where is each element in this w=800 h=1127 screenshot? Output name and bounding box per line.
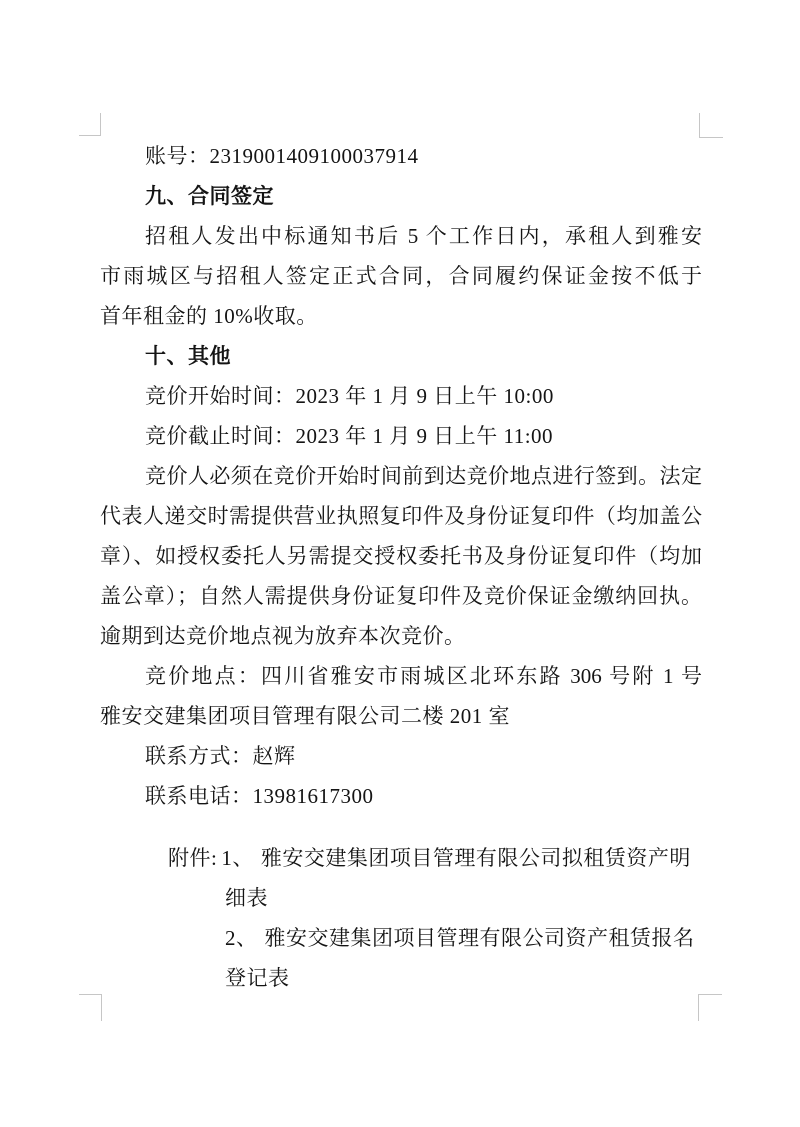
bid-end-time-line: 竞价截止时间：2023 年 1 月 9 日上午 11:00 xyxy=(145,424,554,448)
attachments-block xyxy=(100,838,702,998)
section-9-heading: 九、合同签定 xyxy=(145,184,274,208)
signin-paragraph-line-4: 盖公章）；自然人需提供身份证复印件及竞价保证金缴纳回执。 xyxy=(100,584,702,608)
signin-paragraph-line-5: 逾期到达竞价地点视为放弃本次竞价。 xyxy=(100,624,466,648)
margin-crop-mark-bottom-right xyxy=(698,994,722,1021)
attachment-2-line-1 xyxy=(168,918,702,958)
attachment-2-line-2: 登记表 xyxy=(225,966,290,990)
attachment-2-title: 雅安交建集团项目管理有限公司资产租赁报名 xyxy=(264,926,695,950)
section-10-heading: 十、其他 xyxy=(145,344,231,368)
bid-location-line-2: 雅安交建集团项目管理有限公司二楼 201 室 xyxy=(100,704,510,728)
contact-name-line: 联系方式：赵辉 xyxy=(145,744,296,768)
account-number-line: 账号：2319001409100037914 xyxy=(145,144,419,168)
margin-crop-mark-top-left xyxy=(79,113,101,136)
signin-paragraph-line-3: 章）、如授权委托人另需提交授权委托书及身份证复印件（均加 xyxy=(100,544,702,568)
signin-paragraph-line-1: 竞价人必须在竞价开始时间前到达竞价地点进行签到。法定 xyxy=(145,464,702,488)
attachments-label: 附件: xyxy=(168,846,218,870)
attachment-1-title: 雅安交建集团项目管理有限公司拟租赁资产明 xyxy=(260,846,691,870)
attachment-2-number: 2、 xyxy=(225,926,258,950)
contact-phone-line: 联系电话：13981617300 xyxy=(145,784,374,808)
margin-crop-mark-bottom-left xyxy=(79,994,102,1021)
attachment-1-line-2: 细表 xyxy=(225,886,268,910)
bid-location-line-1: 竞价地点：四川省雅安市雨城区北环东路 306 号附 1 号 xyxy=(145,664,702,688)
contract-paragraph-line-1: 招租人发出中标通知书后 5 个工作日内，承租人到雅安 xyxy=(145,224,702,248)
signin-paragraph-line-2: 代表人递交时需提供营业执照复印件及身份证复印件（均加盖公 xyxy=(100,504,702,528)
attachment-1-number: 1、 xyxy=(221,846,254,870)
contract-paragraph-line-2: 市雨城区与招租人签定正式合同，合同履约保证金按不低于 xyxy=(100,264,702,288)
document-body xyxy=(100,136,702,998)
bid-start-time-line: 竞价开始时间：2023 年 1 月 9 日上午 10:00 xyxy=(145,384,554,408)
margin-crop-mark-top-right xyxy=(699,113,723,138)
attachment-1-line-1 xyxy=(168,838,702,878)
contract-paragraph-line-3: 首年租金的 10%收取。 xyxy=(100,304,318,328)
